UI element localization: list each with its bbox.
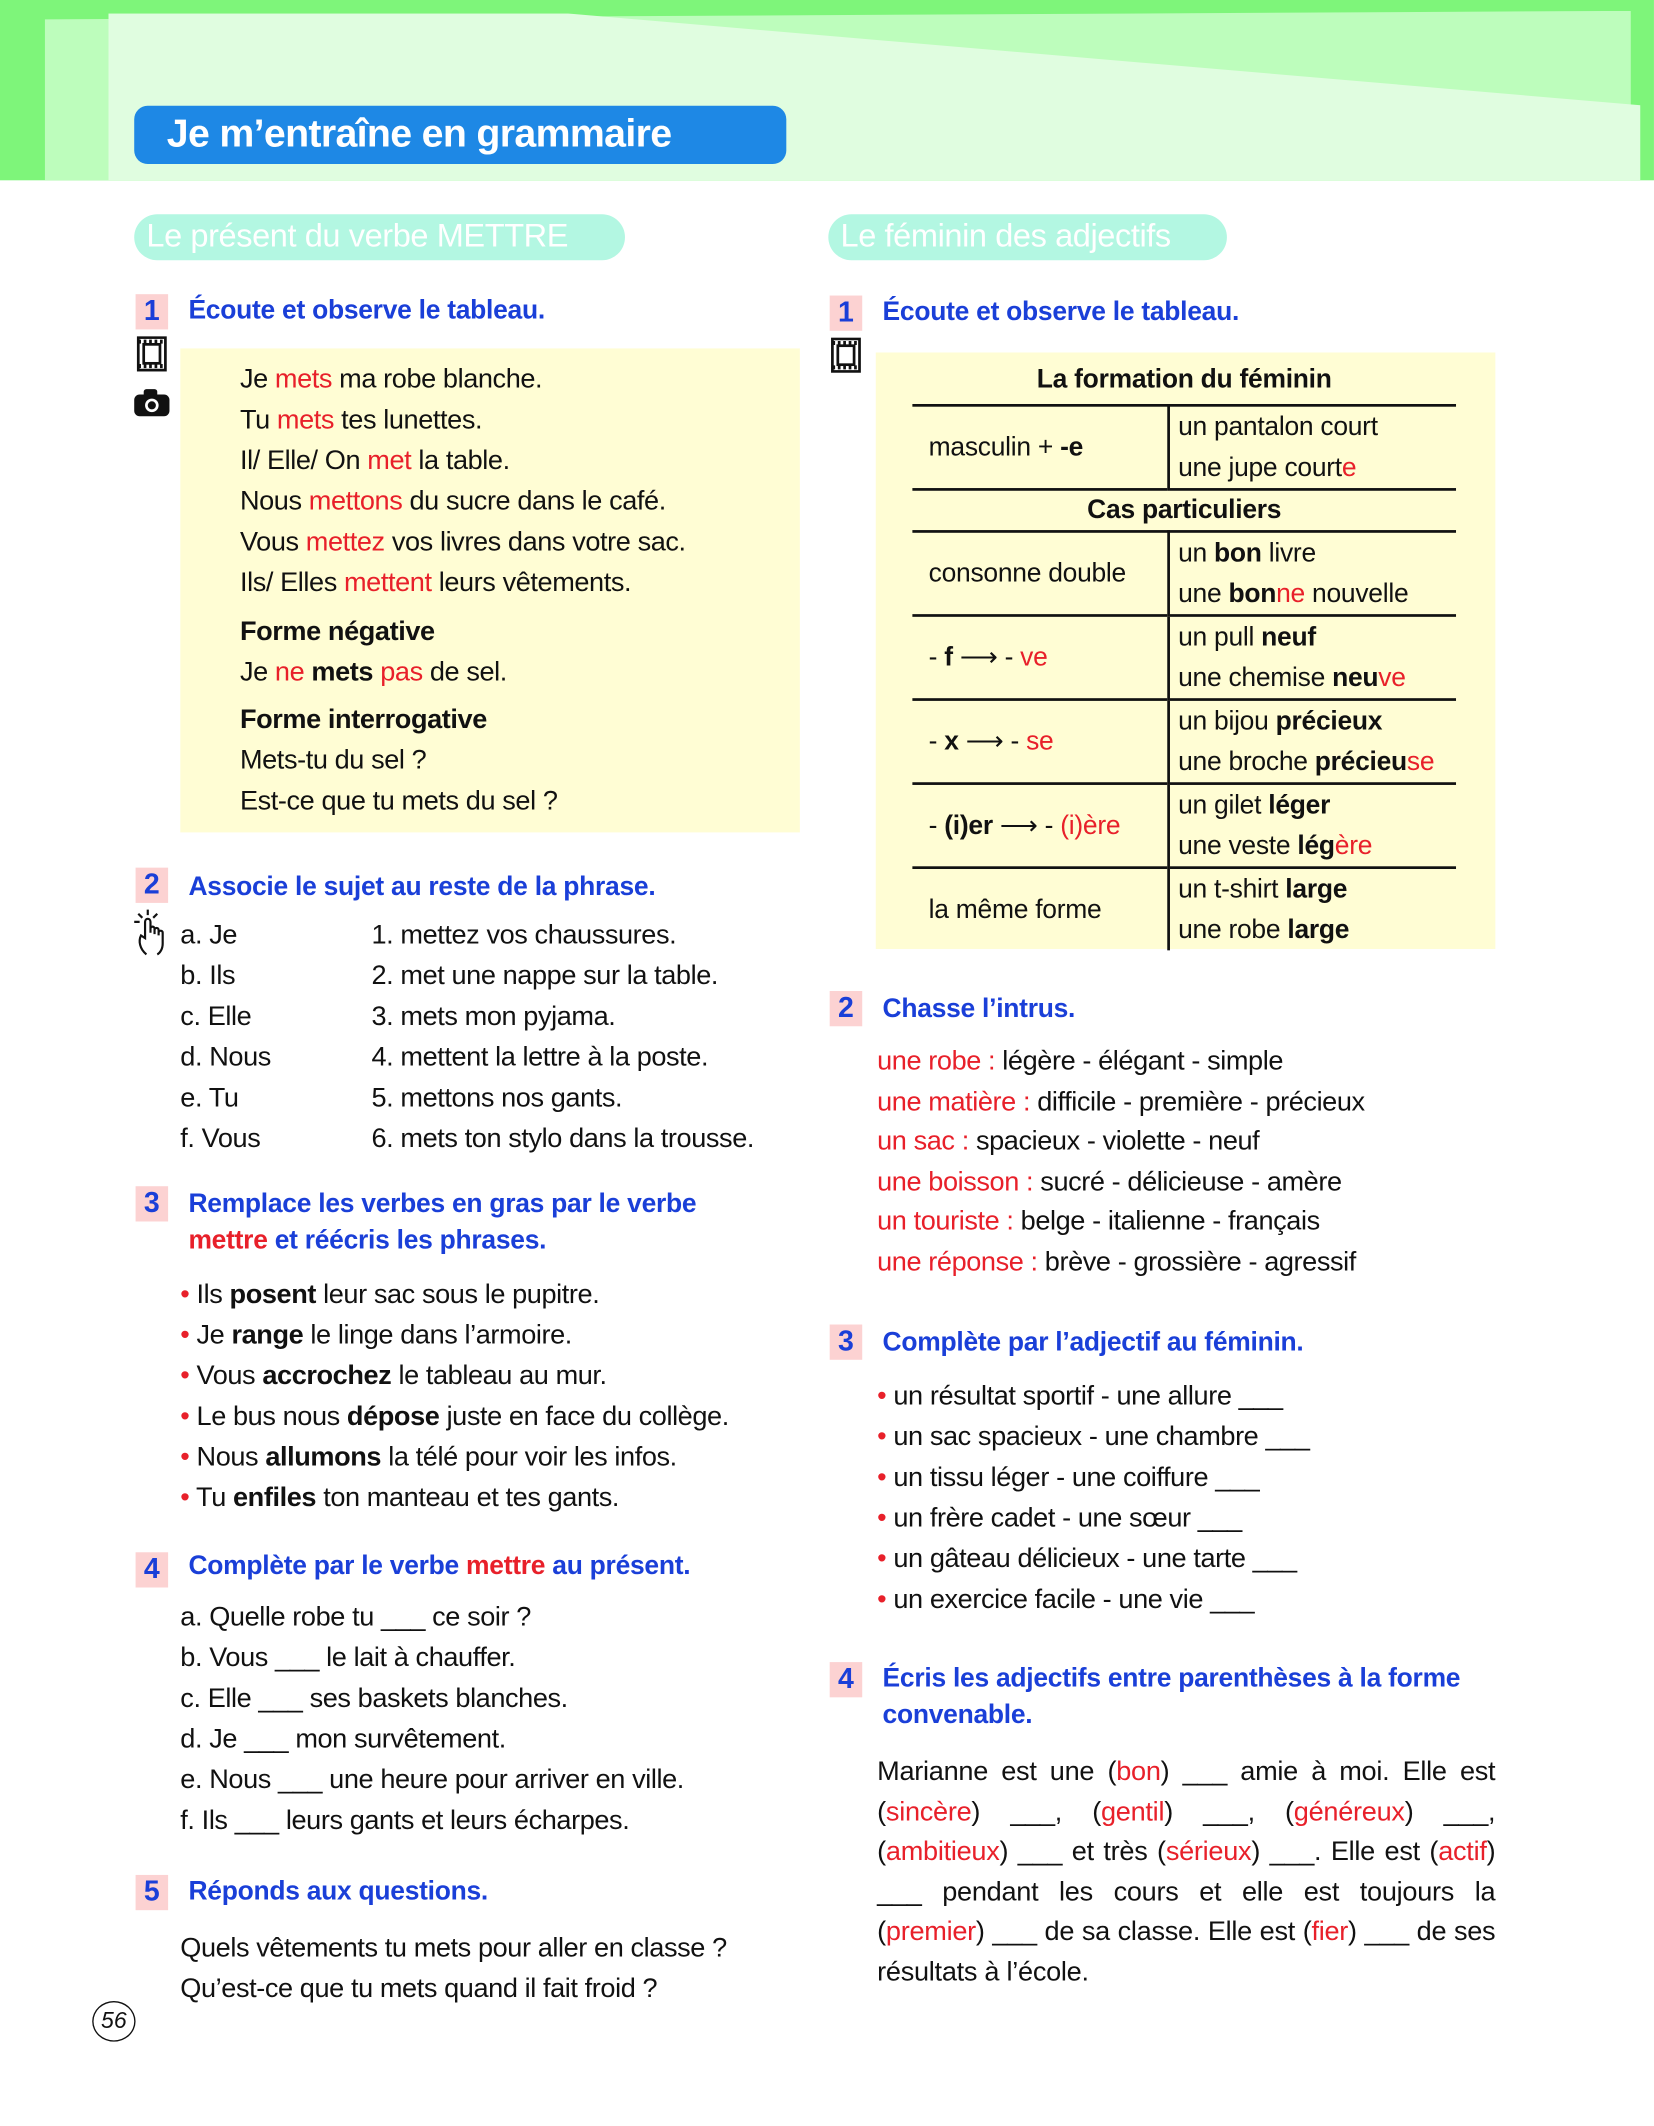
text-segment: Marianne est une ( xyxy=(877,1756,1117,1787)
exercise-instruction xyxy=(188,1186,730,1259)
text-segment: un xyxy=(1178,538,1215,569)
example-cell xyxy=(1169,784,1456,868)
table-row xyxy=(912,868,1456,951)
text-segment: ⟶ - xyxy=(952,642,1021,673)
exercise-number: 2 xyxy=(136,868,169,903)
bold-text: précieu xyxy=(1314,746,1407,777)
bold-text: large xyxy=(1287,915,1350,945)
bold-text: range xyxy=(231,1320,304,1351)
text-segment: consonne double xyxy=(928,557,1126,588)
bold-text: large xyxy=(1285,874,1348,905)
exercise-number: 1 xyxy=(830,296,863,331)
example-cell xyxy=(1169,700,1456,784)
rewrite-item xyxy=(180,1356,729,1397)
text-segment: Ils/ Elles xyxy=(239,568,344,598)
highlight-text: une boisson : xyxy=(877,1166,1041,1197)
camera-icon[interactable] xyxy=(133,388,171,418)
bold-text: léger xyxy=(1268,790,1331,821)
text-segment: Ils xyxy=(196,1279,230,1310)
example-feminine xyxy=(1178,826,1448,867)
bold-text: x xyxy=(944,726,959,757)
example-cell xyxy=(1169,868,1456,951)
text-segment: la même forme xyxy=(928,894,1102,924)
feminine-fill-item: • un résultat sportif - une allure ___ xyxy=(877,1376,1309,1417)
conjugation-line xyxy=(240,441,686,482)
table-title-row xyxy=(912,355,1456,405)
odd-one-out-item xyxy=(877,1081,1365,1121)
highlight-text: une robe : xyxy=(877,1046,1003,1077)
text-segment: Je xyxy=(239,657,275,688)
exercise-number: 1 xyxy=(136,294,169,329)
example-masculine xyxy=(1178,701,1448,742)
feminine-fill-item: • un sac spacieux - une chambre ___ xyxy=(877,1417,1309,1458)
text-segment: Je xyxy=(196,1320,232,1351)
fill-in-item: a. Quelle robe tu ___ ce soir ? xyxy=(180,1602,531,1633)
highlight-text: mettent xyxy=(343,568,432,598)
rewrite-item xyxy=(180,1437,729,1478)
text-segment: Le bus nous xyxy=(196,1401,347,1432)
text-segment: brève - grossière - agressif xyxy=(1044,1247,1356,1278)
fill-in-item: d. Je ___ mon survêtement. xyxy=(180,1724,506,1755)
text-segment: difficile - première - précieux xyxy=(1037,1086,1365,1117)
table-row xyxy=(912,531,1456,615)
page-number: 56 xyxy=(92,2001,135,2042)
text-segment: une broche xyxy=(1178,746,1315,777)
feminine-fill-list xyxy=(877,1376,1309,1620)
bold-text: allumons xyxy=(265,1442,382,1473)
highlight-text: mettre xyxy=(466,1550,546,1581)
questions-list xyxy=(180,1928,726,2009)
ending-item: 4. mettent la lettre à la poste. xyxy=(371,1042,709,1073)
negative-form-line xyxy=(240,652,686,693)
conjugation-box xyxy=(180,348,800,832)
exercise-instruction: Complète par l’adjectif au féminin. xyxy=(882,1327,1304,1358)
example-masculine xyxy=(1178,617,1448,658)
section-title-feminin: Le féminin des adjectifs xyxy=(828,214,1227,260)
text-segment: Tu xyxy=(196,1483,234,1513)
highlight-text: une réponse : xyxy=(877,1247,1045,1278)
text-segment: Tu xyxy=(239,405,277,436)
text-segment: un bijou xyxy=(1178,706,1276,737)
bold-text: dépose xyxy=(346,1401,440,1432)
exercise-number: 3 xyxy=(830,1325,863,1360)
exercise-number: 5 xyxy=(136,1875,169,1910)
text-segment: de sel. xyxy=(422,657,507,688)
example-masculine xyxy=(1178,533,1448,574)
ending-item: 5. mettons nos gants. xyxy=(371,1083,623,1114)
feminine-formation-table xyxy=(912,355,1456,950)
highlight-text: un touriste : xyxy=(877,1207,1021,1237)
text-segment: spacieux - violette - neuf xyxy=(975,1126,1260,1157)
odd-one-out-item xyxy=(877,1242,1365,1282)
text-segment: une veste xyxy=(1178,831,1298,861)
interrogative-form-title: Forme interrogative xyxy=(239,704,487,735)
text-segment: ma robe blanche. xyxy=(332,364,543,395)
exercise-instruction: Écris les adjectifs entre parenthèses à la forme convenable. xyxy=(882,1663,1461,1730)
highlight-text: sincère xyxy=(885,1797,972,1827)
text-segment: Complète par le verbe xyxy=(188,1550,467,1581)
highlight-text: ne xyxy=(274,657,305,688)
feminine-fill-item: • un frère cadet - une sœur ___ xyxy=(877,1498,1309,1539)
text-segment: tes lunettes. xyxy=(334,405,483,436)
ending-item: 2. met une nappe sur la table. xyxy=(371,961,719,992)
text-segment: une xyxy=(1178,578,1229,609)
highlight-text: un sac : xyxy=(877,1126,976,1157)
table-row xyxy=(912,615,1456,699)
conjugation-line xyxy=(240,563,686,604)
text-segment: la télé pour voir les infos. xyxy=(381,1442,677,1473)
text-segment: nouvelle xyxy=(1304,578,1409,609)
highlight-text: mets xyxy=(276,405,335,436)
text-segment: leur sac sous le pupitre. xyxy=(316,1279,600,1310)
text-segment: ) ___ pendant les cours et elle est toujours la ( xyxy=(877,1837,1496,1948)
text-segment: juste en face du collège. xyxy=(439,1401,729,1432)
text-segment: ) ___, ( xyxy=(877,1797,1496,1868)
table-row xyxy=(912,784,1456,868)
highlight-text: ne xyxy=(1276,578,1305,609)
highlight-text: ve xyxy=(1378,662,1406,693)
text-segment: du sucre dans le café. xyxy=(402,486,666,517)
bold-text: bon xyxy=(1214,538,1262,569)
bold-text: posent xyxy=(229,1279,317,1310)
bold-text: accrochez xyxy=(262,1361,392,1391)
conjugation-lines xyxy=(240,359,686,821)
rewrite-list xyxy=(180,1274,729,1518)
bold-text: (i)er xyxy=(944,810,993,841)
text-segment: un t-shirt xyxy=(1178,874,1286,905)
highlight-text: premier xyxy=(885,1917,976,1948)
highlight-text: ambitieux xyxy=(885,1837,1000,1868)
subjects-list xyxy=(180,915,271,1159)
bold-text: mets xyxy=(311,657,374,688)
rule-cell xyxy=(912,531,1168,615)
highlight-text: fier xyxy=(1311,1917,1349,1948)
text-segment: leurs vêtements. xyxy=(431,568,632,598)
text-segment: Remplace les verbes en gras par le verbe xyxy=(188,1188,697,1219)
text-segment: et réécris les phrases. xyxy=(267,1225,547,1256)
text-segment: livre xyxy=(1261,538,1316,569)
bold-text: f xyxy=(944,642,953,673)
text-segment: un gilet xyxy=(1178,790,1269,821)
table-subtitle: Cas particuliers xyxy=(912,489,1456,531)
example-feminine xyxy=(1178,742,1448,783)
fill-in-item: f. Ils ___ leurs gants et leurs écharpes. xyxy=(180,1805,630,1836)
feminine-formation-box xyxy=(876,352,1496,949)
example-masculine xyxy=(1178,407,1448,448)
table-row xyxy=(912,405,1456,489)
subject-item: a. Je xyxy=(180,920,238,951)
text-segment: ⟶ - xyxy=(992,810,1061,841)
exercise-number: 3 xyxy=(136,1186,169,1221)
text-segment: le tableau au mur. xyxy=(391,1361,607,1391)
highlight-text: gentil xyxy=(1100,1797,1165,1827)
ending-item: 3. mets mon pyjama. xyxy=(371,1001,616,1032)
text-segment: Je xyxy=(239,364,275,395)
fill-in-list xyxy=(180,1597,684,1841)
example-feminine xyxy=(1178,910,1448,951)
film-icon[interactable] xyxy=(136,336,169,371)
example-cell xyxy=(1169,615,1456,699)
text-segment: ) ___ et très ( xyxy=(999,1837,1166,1868)
hand-pointer-icon[interactable] xyxy=(133,908,171,957)
exercise-instruction xyxy=(188,1548,690,1585)
endings-list xyxy=(371,915,754,1159)
conjugation-line xyxy=(240,400,686,441)
negative-form-title: Forme négative xyxy=(239,616,435,647)
odd-one-out-item xyxy=(877,1202,1365,1242)
text-segment: sucré - délicieuse - amère xyxy=(1040,1166,1342,1197)
text-segment: ) ___, ( xyxy=(971,1797,1101,1827)
odd-one-out-item xyxy=(877,1041,1365,1081)
exercise-number: 2 xyxy=(830,991,863,1026)
subject-item: c. Elle xyxy=(180,1001,252,1032)
rule-cell xyxy=(912,700,1168,784)
bold-text: lég xyxy=(1297,831,1335,861)
exercise-number: 4 xyxy=(136,1552,169,1587)
text-segment: le linge dans l’armoire. xyxy=(303,1320,572,1351)
example-masculine xyxy=(1178,785,1448,826)
highlight-text: ve xyxy=(1020,642,1048,673)
text-segment: ⟶ - xyxy=(958,726,1027,757)
example-cell xyxy=(1169,531,1456,615)
question-item: Qu’est-ce que tu mets quand il fait froid ? xyxy=(180,1973,658,2004)
subject-item: f. Vous xyxy=(180,1123,261,1154)
text-segment: une robe xyxy=(1178,915,1288,945)
exercise-instruction: Chasse l’intrus. xyxy=(882,993,1076,1024)
bold-text: neu xyxy=(1332,662,1379,693)
exercise-instruction: Écoute et observe le tableau. xyxy=(188,295,545,326)
interrogative-line: Mets-tu du sel ? xyxy=(239,745,427,776)
rewrite-item xyxy=(180,1274,729,1315)
rewrite-item xyxy=(180,1478,729,1519)
odd-one-out-list xyxy=(877,1041,1365,1282)
text-segment: Vous xyxy=(196,1361,263,1391)
subject-item: b. Ils xyxy=(180,961,236,992)
highlight-text: sérieux xyxy=(1165,1837,1252,1868)
section-title-mettre: Le présent du verbe METTRE xyxy=(134,214,625,260)
text-segment: au présent. xyxy=(545,1550,691,1581)
example-masculine xyxy=(1178,869,1448,910)
highlight-text: mettons xyxy=(308,486,403,517)
fill-in-item: e. Nous ___ une heure pour arriver en ville. xyxy=(180,1765,684,1795)
feminine-fill-item: • un gâteau délicieux - une tarte ___ xyxy=(877,1539,1309,1580)
highlight-text: se xyxy=(1026,726,1054,757)
table-title: La formation du féminin xyxy=(1036,364,1332,394)
text-segment: ton manteau et tes gants. xyxy=(316,1483,620,1513)
example-feminine xyxy=(1178,573,1448,614)
odd-one-out-item xyxy=(877,1121,1365,1161)
text-segment: belge - italienne - français xyxy=(1020,1207,1320,1237)
bold-text: neuf xyxy=(1261,622,1316,653)
highlight-text: mettez xyxy=(305,527,385,558)
text-segment: une chemise xyxy=(1178,662,1333,693)
highlight-text: met xyxy=(367,446,412,476)
text-segment: Nous xyxy=(196,1442,266,1473)
text-segment: Il/ Elle/ On xyxy=(239,446,368,476)
conjugation-line xyxy=(240,359,686,400)
exercise-number: 4 xyxy=(830,1662,863,1697)
example-feminine xyxy=(1178,658,1448,699)
text-segment: ) ___, ( xyxy=(1164,1797,1294,1827)
text-segment: ) ___ de sa classe. Elle est ( xyxy=(975,1917,1312,1948)
text-segment: - xyxy=(928,810,945,841)
text-segment: - xyxy=(928,726,945,757)
bold-text: enfiles xyxy=(233,1483,317,1513)
text-segment: ) ___ amie à moi. Elle est ( xyxy=(877,1756,1496,1827)
highlight-text: actif xyxy=(1438,1837,1487,1868)
text-segment: ) ___ de ses résultats à l’école. xyxy=(877,1917,1496,1988)
ending-item: 1. mettez vos chaussures. xyxy=(371,920,677,951)
text-segment: Nous xyxy=(239,486,309,517)
feminine-fill-item: • un tissu léger - une coiffure ___ xyxy=(877,1457,1309,1498)
bold-text: -e xyxy=(1060,431,1084,462)
table-row xyxy=(912,700,1456,784)
text-segment: légère - élégant - simple xyxy=(1002,1046,1284,1077)
text-segment: ) ___. Elle est ( xyxy=(1251,1837,1439,1868)
rule-cell xyxy=(912,615,1168,699)
question-item: Quels vêtements tu mets pour aller en classe ? xyxy=(180,1933,727,1964)
interrogative-line: Est-ce que tu mets du sel ? xyxy=(239,786,558,817)
highlight-text: mets xyxy=(274,364,333,395)
conjugation-line xyxy=(240,481,686,522)
bold-text: précieux xyxy=(1275,706,1383,737)
fill-in-item: b. Vous ___ le lait à chauffer. xyxy=(180,1643,516,1673)
text-segment: un pull xyxy=(1178,622,1262,653)
example-cell xyxy=(1169,405,1456,489)
rule-cell xyxy=(912,784,1168,868)
exercise-instruction: Écoute et observe le tableau. xyxy=(882,296,1240,327)
fill-in-item: c. Elle ___ ses baskets blanches. xyxy=(180,1683,568,1714)
exercise-instruction: Réponds aux questions. xyxy=(188,1876,489,1907)
text-segment: un pantalon court xyxy=(1178,412,1378,442)
highlight-text: pas xyxy=(380,657,423,688)
text-segment: vos livres dans votre sac. xyxy=(384,527,686,558)
highlight-text: mettre xyxy=(188,1225,268,1256)
rewrite-item xyxy=(180,1315,729,1356)
film-icon[interactable] xyxy=(830,338,863,373)
feminine-fill-item: • un exercice facile - une vie ___ xyxy=(877,1579,1309,1620)
highlight-text: (i)ère xyxy=(1060,810,1121,841)
table-subtitle-row xyxy=(912,489,1456,531)
text-segment: - xyxy=(928,642,945,673)
text-segment: une jupe court xyxy=(1178,452,1342,483)
text-segment: la table. xyxy=(411,446,510,476)
text-segment: masculin + xyxy=(928,431,1061,462)
text-segment: Vous xyxy=(239,527,306,558)
highlight-text: bon xyxy=(1116,1756,1161,1787)
adjective-paragraph xyxy=(877,1753,1495,1994)
highlight-text: se xyxy=(1406,746,1435,777)
page-title: Je m’entraîne en grammaire xyxy=(134,106,786,164)
rule-cell xyxy=(912,405,1168,489)
rewrite-item xyxy=(180,1396,729,1437)
text-segment xyxy=(304,658,311,688)
highlight-text: généreux xyxy=(1293,1797,1405,1827)
subject-item: d. Nous xyxy=(180,1042,271,1073)
highlight-text: e xyxy=(1341,452,1357,483)
highlight-text: ère xyxy=(1334,831,1373,861)
exercise-instruction: Associe le sujet au reste de la phrase. xyxy=(188,871,656,902)
rule-cell xyxy=(912,868,1168,951)
bold-text: bon xyxy=(1228,578,1277,609)
example-feminine xyxy=(1178,447,1448,488)
ending-item: 6. mets ton stylo dans la trousse. xyxy=(371,1123,755,1154)
conjugation-line xyxy=(240,522,686,563)
highlight-text: une matière : xyxy=(877,1086,1038,1117)
odd-one-out-item xyxy=(877,1162,1365,1202)
subject-item: e. Tu xyxy=(180,1083,239,1114)
